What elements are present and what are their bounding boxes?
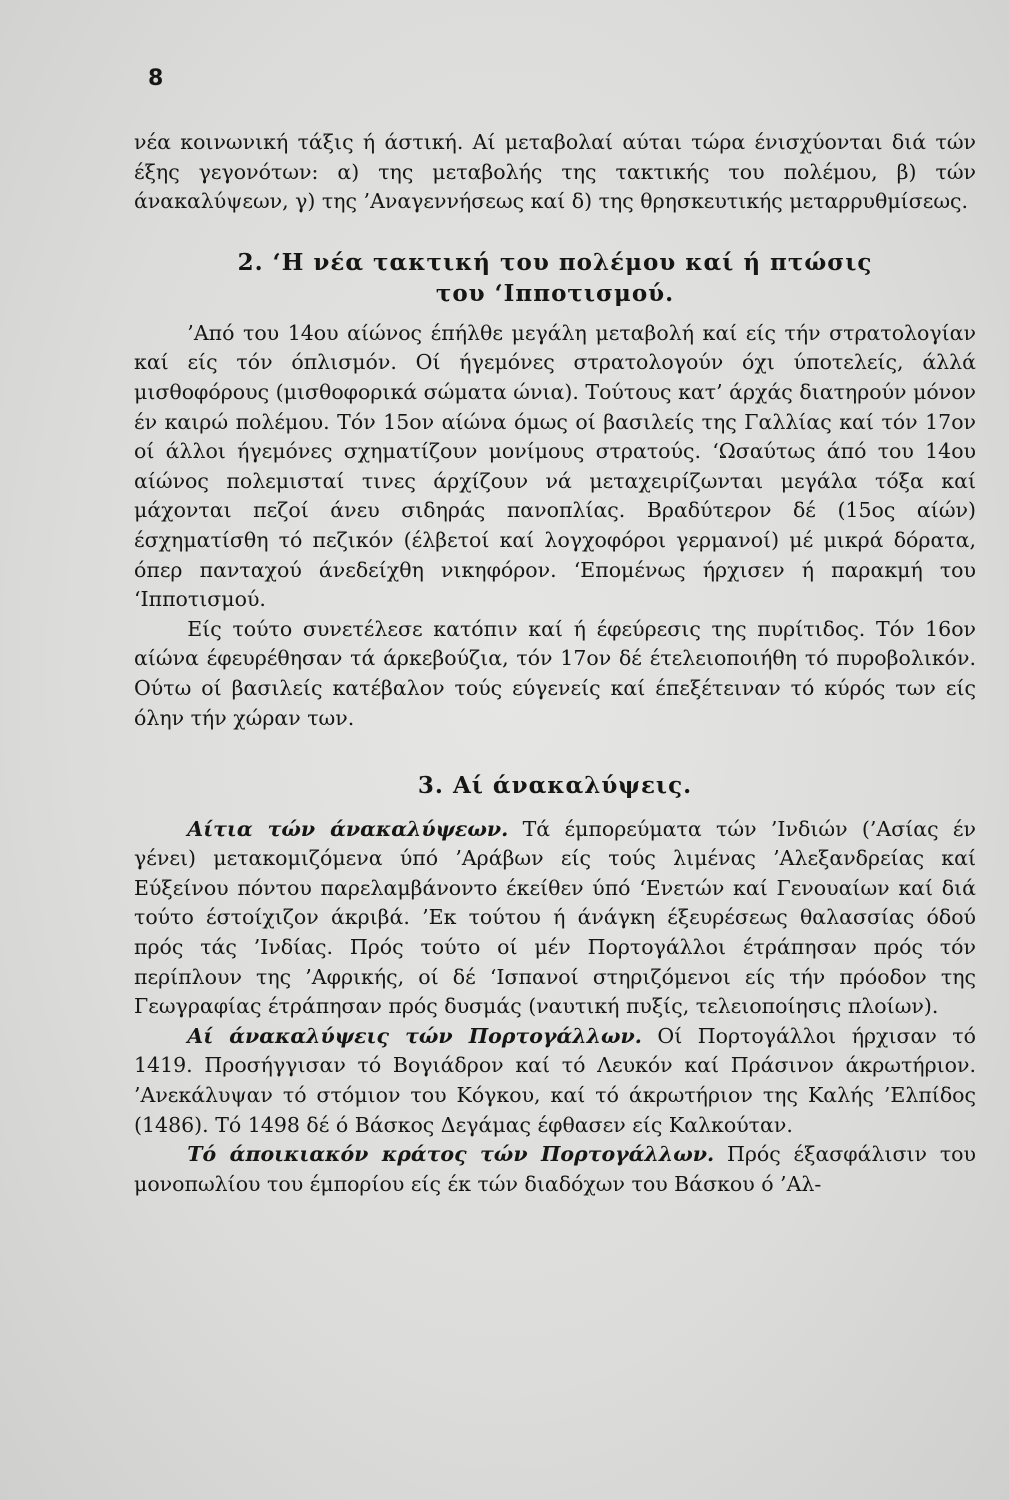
section-2-paragraph-2: Είς τούτο συνετέλεσε κατόπιν καί ή έφεύρεσις της πυρίτιδος. Τόν 16ον αίώνα έφευρέθησαν τά άρκεβούζια, τόν 17ον δέ έτελειοποιήθη τό πυροβολικόν. Ούτω οί βασιλείς κατέβαλον τούς εύγενείς καί έπεξέτειναν τό κύρός των είς όλην τήν χώραν των. bbox=[134, 616, 976, 730]
section-2-heading bbox=[134, 247, 976, 309]
section-3-paragraph-1 bbox=[134, 815, 976, 1022]
run-in-title-portuguese-discoveries: Αί άνακαλύψεις τών Πορτογάλλων. bbox=[187, 1023, 642, 1048]
section-2-paragraph-1: ’Από του 14ου αίώνος έπήλθε μεγάλη μεταβολή καί είς τήν στρατολογίαν καί είς τόν όπλισμόν. Οί ήγεμόνες στρατολογούν όχι ύποτελείς, άλλά μισθοφόρους (μισθοφορικά σώματα ώνια). Τούτους κατ’ άρχάς διατηρούν μόνον έν καιρώ πολέμου. Τόν 15ον αίώνα όμως οί βασιλείς της Γαλλίας καί τόν 17ον οί άλλοι ήγεμόνες σχηματίζουν μονίμους στρατούς. ‘Ωσαύτως άπό του 14ου αίώνος πολεμισταί τινες άρχίζουν νά μεταχειρίζωνται μεγάλα τόξα καί μάχονται πεζοί άνευ σιδηράς πανοπλίας. Βραδύτερον δέ (15ος αίών) έσχηματίσθη τό πεζικόν (έλβετοί καί λογχοφόροι γερμανοί) μέ μικρά δόρατα, όπερ πανταχού άνεδείχθη νικηφόρον. ‘Επομένως ήρχισεν ή παρακμή του ‘Ιπποτισμού. bbox=[134, 320, 976, 612]
section-3-paragraph-2-text: Οί Πορτογάλλοι ήρχισαν τό 1419. Προσήγγισαν τό Βογιάδρον καί τό Λευκόν καί Πράσινον άκρωτήριον. ’Ανεκάλυψαν τό στόμιον του Κόγκου, καί τό άκρωτήριον της Καλής ’Ελπίδος (1486). Τό 1498 δέ ό Βάσκος Δεγάμας έφθασεν είς Καλκούταν. bbox=[134, 1023, 976, 1137]
section-3-paragraph-3-text: Πρός έξασφάλισιν του μονοπωλίου του έμπορίου είς έκ τών διαδόχων του Βάσκου ό ’Αλ- bbox=[134, 1142, 976, 1196]
run-in-title-colonial-state: Τό άποικιακόν κράτος τών Πορτογάλλων. bbox=[187, 1142, 715, 1167]
page-content bbox=[134, 128, 976, 1199]
section-3-paragraph-2 bbox=[134, 1022, 976, 1140]
run-in-title-causes: Αίτια τών άνακαλύψεων. bbox=[187, 816, 509, 841]
section-3-paragraph-1-text: Τά έμπορεύματα τών ’Ινδιών (’Ασίας έν γένει) μετακομιζόμενα ύπό ’Αράβων είς τούς λιμένας ’Αλεξανδρείας καί Εύξείνου πόντου παρελαμβάνοντο έκείθεν ύπό ‘Ενετών καί Γενουαίων καί διά τούτο έστοίχιζον άκριβά. ’Εκ τούτου ή άνάγκη έξευρέσεως θαλασσίας όδού πρός τάς ’Ινδίας. Πρός τούτο οί μέν Πορτογάλλοι έτράπησαν πρός τόν περίπλουν της ’Αφρικής, οί δέ ‘Ισπανοί στηριζόμενοι είς τήν πρόοδον της Γεωγραφίας έτράπησαν πρός δυσμάς (ναυτική πυξίς, τελειοποίησις πλοίων). bbox=[134, 816, 976, 1019]
section-2-heading-line-1: 2. ‘Η νέα τακτική του πολέμου καί ή πτώσις bbox=[237, 248, 873, 276]
intro-paragraph: νέα κοινωνική τάξις ή άστική. Αί μεταβολαί αύται τώρα ένισχύονται διά τών έξης γεγονότων: α) της μεταβολής της τακτικής του πολέμου, β) τών άνακαλύψεων, γ) της ’Αναγεννήσεως καί δ) της θρησκευτικής μεταρρυθμίσεως. bbox=[134, 130, 976, 214]
section-2-heading-line-2: του ‘Ιπποτισμού. bbox=[435, 279, 675, 307]
section-3-heading: 3. Αί άνακαλύψεις. bbox=[417, 772, 693, 800]
page-number: 8 bbox=[148, 66, 164, 91]
section-3-paragraph-3 bbox=[134, 1140, 976, 1199]
